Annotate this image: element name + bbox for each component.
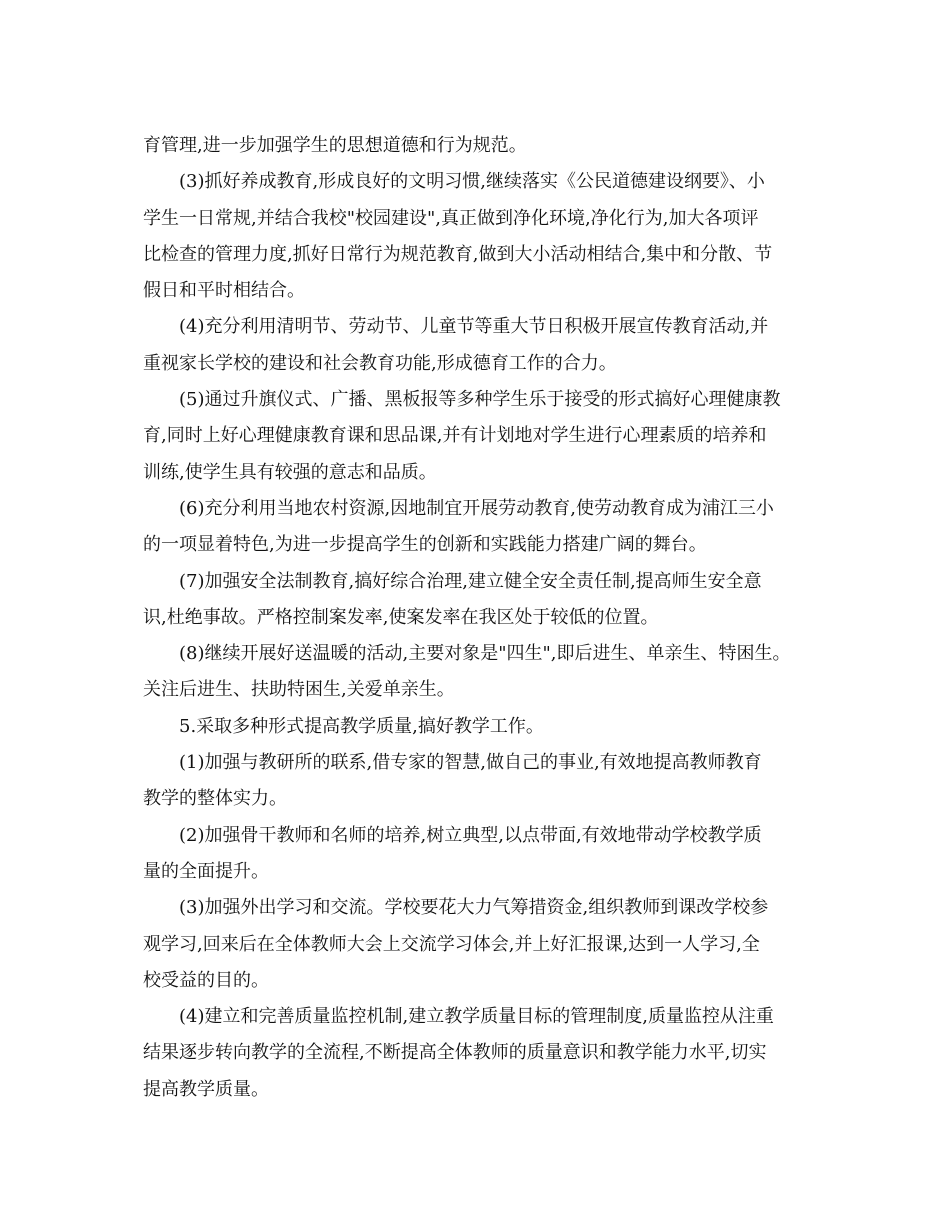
paragraph-item-8-warmth: (8)继续开展好送温暖的活动,主要对象是"四生",即后进生、单亲生、特困生。 关注后进生、扶助特困生,关爱单亲生。 xyxy=(143,643,791,701)
paragraph-teaching-3: (3)加强外出学习和交流。学校要花大力气筹措资金,组织教师到课改学校参 观学习,回来后在全体教师大会上交流学习体会,并上好汇报课,达到一人学习,全 校受益的目的。 xyxy=(143,897,769,991)
paragraph-item-3-habits: (3)抓好养成教育,形成良好的文明习惯,继续落实《公民道德建设纲要》、小 学生一日常规,并结合我校"校园建设",真正做到净化环境,净化行为,加大各项评 比检查的管理力度,抓好日常行为规范教育,做到大小活动相结合,集中和分散、节 假日和平时相结合。 xyxy=(143,171,773,302)
paragraph-item-4-festivals: (4)充分利用清明节、劳动节、儿童节等重大节日积极开展宣传教育活动,并 重视家长学校的建设和社会教育功能,形成德育工作的合力。 xyxy=(143,316,769,374)
paragraph-teaching-4: (4)建立和完善质量监控机制,建立教学质量目标的管理制度,质量监控从注重 结果逐步转向教学的全流程,不断提高全体教师的质量意识和教学能力水平,切实 提高教学质量。 xyxy=(143,1006,774,1100)
paragraph-item-7-safety: (7)加强安全法制教育,搞好综合治理,建立健全安全责任制,提高师生安全意 识,杜绝事故。严格控制案发率,使案发率在我区处于较低的位置。 xyxy=(143,570,762,628)
document-body xyxy=(143,128,823,1108)
paragraph-teaching-1: (1)加强与教研所的联系,借专家的智慧,做自己的事业,有效地提高教师教育 教学的整体实力。 xyxy=(143,752,762,810)
section-heading-5: 5.采取多种形式提高教学质量,搞好教学工作。 xyxy=(179,715,544,737)
paragraph-item-6-labor: (6)充分利用当地农村资源,因地制宜开展劳动教育,使劳动教育成为浦江三小 的一项显着特色,为进一步提高学生的创新和实践能力搭建广阔的舞台。 xyxy=(143,497,774,556)
paragraph-continuation: 育管理,进一步加强学生的思想道德和行为规范。 xyxy=(143,135,527,156)
paragraph-item-5-mental-health: (5)通过升旗仪式、广播、黑板报等多种学生乐于接受的形式搞好心理健康教 育,同时上好心理健康教育课和思品课,并有计划地对学生进行心理素质的培养和 训练,使学生具有较强的意志和品质。 xyxy=(143,389,781,483)
paragraph-teaching-2: (2)加强骨干教师和名师的培养,树立典型,以点带面,有效地带动学校教学质 量的全面提升。 xyxy=(143,824,762,882)
